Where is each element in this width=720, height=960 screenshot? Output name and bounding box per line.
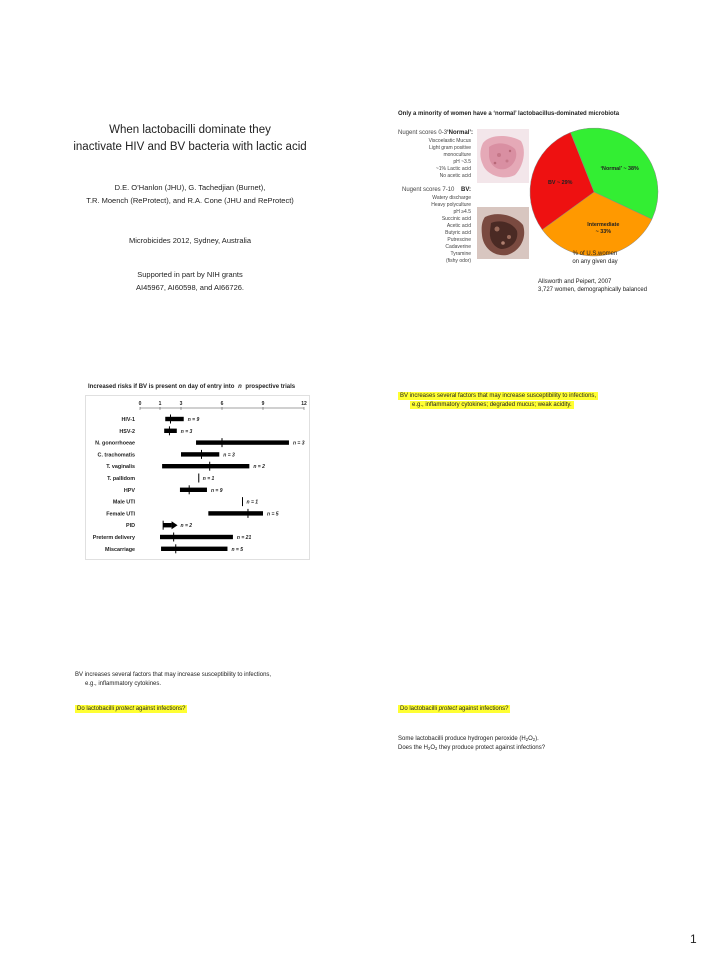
normal-microscopy-image [477,129,529,183]
slide6-em: protect [438,706,458,712]
forest-row-label: HIV-1 [121,417,135,423]
forest-interval-bar [181,452,219,456]
forest-row-label: Female UTI [106,511,135,518]
support-line1: Supported in part by NIH grants [137,270,243,279]
forest-row-label: T. pallidom [107,476,135,482]
bv-trait: Cadaverine [445,244,471,250]
slide6-line2: Does the $H_2O_2$ they produce protect against infections? [398,745,546,751]
forest-row-label: HPV [123,487,135,494]
slide3-caption-line1: BV increases several factors that may increase susceptibility to infections, [75,672,272,678]
forest-n-label: n = 5 [267,511,279,518]
slide1-support [50,270,330,292]
pie-slice-label: Intermediate [587,222,620,229]
forest-n-label: n = 2 [180,523,193,530]
forest-tick-label: 0 [138,401,142,407]
normal-trait: No acetic acid [439,173,471,179]
forest-interval-bar [163,523,171,527]
risk-forest-plot [85,395,310,560]
forest-tick-label: 9 [261,401,265,407]
bv-label: BV: [461,187,472,193]
normal-trait: monoculture [443,152,471,158]
forest-interval-bar [208,511,263,515]
forest-n-label: n = 9 [210,487,223,494]
slide6-line1: Some lactobacilli produce hydrogen peroxide $(H_2O_2)$. [398,736,539,742]
forest-row-label: T. vaginalis [106,464,135,471]
slide4-line1: BV increases several factors that may increase susceptibility to infections, [400,393,597,399]
slide4-line2: e.g., inflammatory cytokines; degraded mucus; weak acidity. [412,402,572,408]
forest-row-label: PID [126,523,135,530]
normal-label: ‘Normal’: [447,130,474,136]
slide2-title: Only a minority of women have a ‘normal’ lactobacillus-dominated microbiota [398,111,620,117]
bv-trait: Tyramine [450,251,471,257]
bv-trait: pH ≥4.5 [453,209,471,215]
normal-trait: pH ~3.5 [453,159,471,165]
pie-caption-line1: % of U.S.women [572,251,618,257]
forest-interval-bar [164,429,177,433]
slide6-post: against infections? [458,706,509,712]
forest-interval-bar [161,547,227,551]
bv-traits-list [400,195,471,265]
forest-row-label: HSV-2 [119,428,135,435]
slide6-question [398,706,510,712]
authors-line1: D.E. O’Hanlon (JHU), G. Tachedjian (Burnet), [114,183,266,192]
slide6-text [398,735,545,753]
slide6-pre: Do lactobacilli [400,706,438,712]
page-number: 1 [690,932,697,946]
forest-interval-bar [162,464,249,468]
slide5-question [75,706,187,712]
bv-microscopy-image [477,207,529,259]
pie-slice-label: ‘Normal’ ~ 38% [600,165,639,172]
bv-trait: Acetic acid [446,223,471,229]
forest-n-label: n = 3 [223,452,235,459]
citation-line2: 3,727 women, demographically balanced [538,287,648,293]
forest-n-label: n = 3 [292,440,305,447]
pie-slice-label: BV ~ 29% [547,180,573,187]
slide3-caption-line2: e.g., inflammatory cytokines. [85,681,162,687]
slide6-highlight [398,705,510,713]
normal-trait: Light gram positive [429,145,471,151]
forest-n-label: n = 3 [180,428,193,435]
forest-row-label: Preterm delivery [92,535,135,541]
slide1-authors [50,183,330,205]
forest-tick-label: 6 [220,401,224,407]
forest-interval-bar [180,488,207,492]
bv-trait: Butyric acid [445,230,471,236]
forest-interval-bar [160,535,233,539]
forest-row-label: Miscarriage [105,546,135,553]
support-line2: AI45967, AI60598, and AI66726. [135,283,244,292]
bv-trait: Heavy polyculture [431,202,471,208]
forest-row-label: Male UTI [112,499,135,506]
slide4-text [398,392,598,410]
slide5-post: against infections? [135,706,186,712]
slide3-caption [75,671,271,689]
bv-trait: Succinic acid [441,216,471,222]
bv-nugent: Nugent scores 7-10 [402,187,455,193]
slide1-title-line1: When lactobacilli dominate they [109,124,271,136]
slide1-title-line2: inactivate HIV and BV bacteria with lactic acid [73,141,307,153]
bv-trait: Putrescine [447,237,471,243]
bv-trait: Watery discharge [432,195,471,201]
forest-interval-bar [165,417,183,421]
forest-n-label: n = 5 [231,546,244,553]
forest-tick-label: 1 [158,401,162,407]
pie-caption [555,250,635,266]
bv-trait: (fishy odor) [445,258,471,264]
forest-tick-label: 12 [301,401,307,407]
forest-n-label: n = 1 [246,499,259,506]
forest-n-label: n = 2 [253,464,265,471]
forest-interval-bar [196,440,289,444]
forest-row-label: N. gonorrhoeae [95,440,135,447]
normal-nugent: Nugent scores 0-3 [398,130,448,136]
forest-row-label: C. trachomatis [97,452,135,459]
slide3-title [88,384,295,390]
normal-trait: Viscoelastic Mucus [428,138,471,144]
slide1-conference: Microbicides 2012, Sydney, Australia [128,236,251,245]
normal-trait: ~1% Lactic acid [435,166,471,172]
slide5-highlight [75,705,187,713]
slide1 [50,124,330,153]
forest-n-label: n = 1 [202,476,215,482]
forest-n-label: n = 21 [236,535,252,541]
slide3-title-post: prospective trials [245,384,296,390]
pie-slice-label-line2: ~ 33% [595,229,612,236]
normal-traits-list [400,138,471,180]
forest-tick-label: 3 [179,401,183,407]
slide3-title-n: n [238,384,242,390]
forest-n-label: n = 9 [187,417,200,423]
slide5-pre: Do lactobacilli [77,706,115,712]
pie-citation [538,278,647,294]
pie-caption-line2: on any given day [572,259,618,265]
bacteria-pie-chart [528,126,660,258]
slide5-em: protect [115,706,135,712]
citation-line1: Allsworth and Peipert, 2007 [538,279,612,285]
authors-line2: T.R. Moench (ReProtect), and R.A. Cone (JHU and ReProtect) [86,196,294,205]
slide3-title-pre: Increased risks if BV is present on day of entry into [88,384,235,390]
